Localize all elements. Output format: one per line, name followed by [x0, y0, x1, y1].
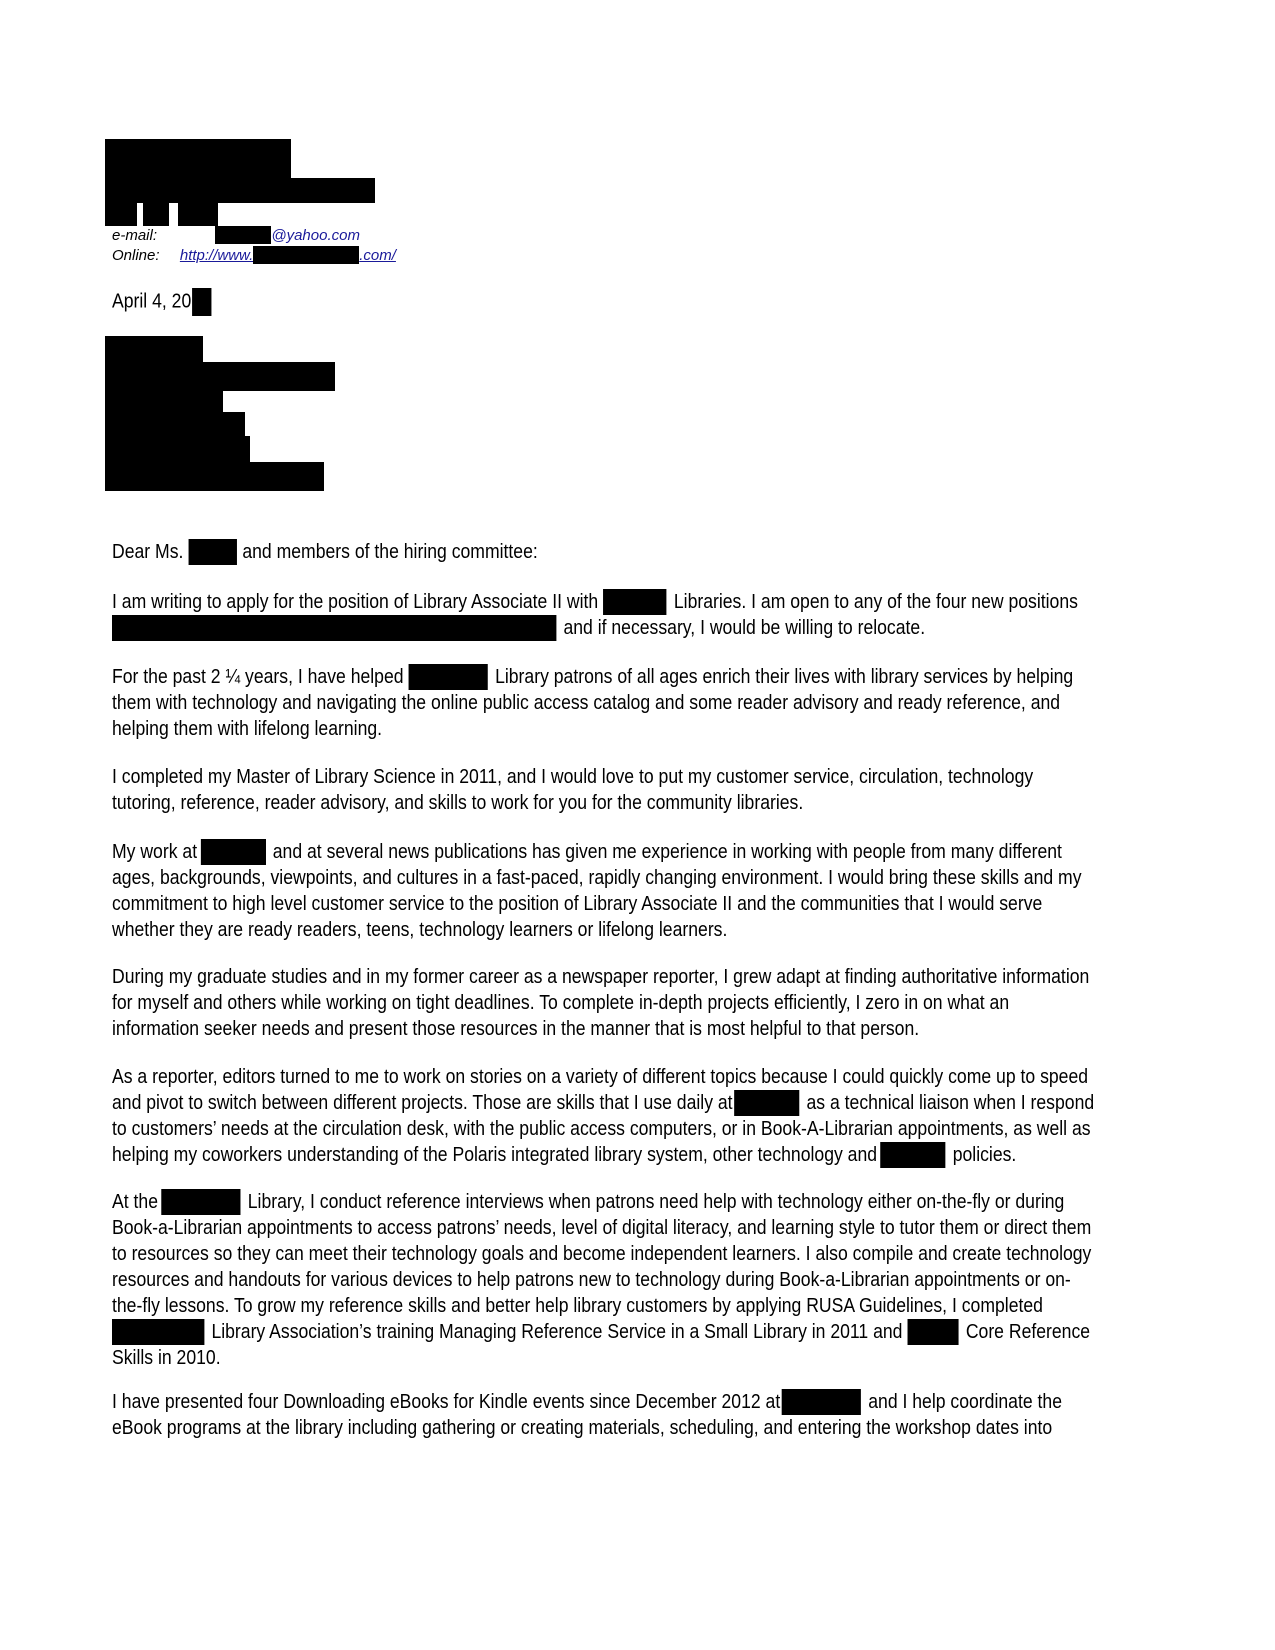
online-label: Online:	[112, 247, 160, 264]
redacted-state-name	[112, 1319, 204, 1345]
redacted-employer-name	[201, 839, 266, 865]
paragraph-6: As a reporter, editors turned to me to work on stories on a variety of different topics because I could quickly come up to speed and pivot to switch between different projects. Those are skills that I use daily at as a technical liaison when I respond to customers’ needs at the circulation desk, with the public access computers, or in Book-A-Librarian appointments, as well as helping my coworkers understanding of the Polaris integrated library system, other technology and policies.	[112, 1066, 1095, 1166]
redacted-recipient-surname	[189, 539, 237, 565]
redacted-library-name	[603, 589, 666, 615]
url-prefix: http://www.	[179, 247, 254, 264]
paragraph-7: At the Library, I conduct reference interviews when patrons need help with technology either on-the-fly or during Book-a-Librarian appointments to access patrons’ needs, level of digital literacy, and learning style to tutor them or direct them to resources so they can meet their technology goals and become independent learners. I also compile and create technology resources and handouts for various devices to help patrons new to technology during Book-a-Librarian appointments or on- the-fly lessons. To grow my reference skills and better help library customers by applying RUSA Guidelines, I completed Library Association’s training Managing Reference Service in a Small Library in 2011 and Core Reference Skills in 2010.	[112, 1191, 1092, 1369]
letter-date: April 4, 20	[112, 288, 211, 316]
redacted-recipient-title	[105, 362, 335, 391]
email-link[interactable]: @yahoo.com	[271, 227, 360, 244]
redacted-recipient-org	[105, 389, 223, 414]
paragraph-1: I am writing to apply for the position of Library Associate II with Libraries. I am open to any of the four new positions and if necessary, I would be willing to relocate.	[112, 591, 1078, 639]
redacted-employer-name	[881, 1142, 946, 1168]
redacted-sender-city-b	[143, 202, 169, 226]
paragraph-8: I have presented four Downloading eBooks for Kindle events since December 2012 at and I help coordinate the eBook programs at the library including gathering or creating materials, scheduling, and entering the workshop dates into	[112, 1391, 1062, 1439]
redacted-employer-name	[734, 1090, 799, 1116]
redacted-sender-city-a	[105, 202, 137, 226]
redacted-url-domain	[253, 246, 359, 264]
redacted-organization-name	[908, 1319, 959, 1345]
paragraph-2: For the past 2 ¼ years, I have helped Library patrons of all ages enrich their lives with library services by helping them with technology and navigating the online public access catalog and some reader advisory and ready reference, and helping them with lifelong learning.	[112, 666, 1074, 740]
redacted-position-locations	[112, 615, 556, 641]
redacted-sender-name	[105, 139, 291, 181]
paragraph-3: I completed my Master of Library Science in 2011, and I would love to put my customer service, circulation, technology tutoring, reference, reader advisory, and skills to work for you for the community libraries.	[112, 766, 1034, 814]
redacted-email-user	[215, 226, 271, 244]
redacted-library-name	[162, 1189, 241, 1215]
redacted-library-name	[409, 664, 488, 690]
redacted-library-name	[782, 1389, 861, 1415]
online-line	[112, 246, 396, 266]
paragraph-4: My work at and at several news publications has given me experience in working with people from many different ages, backgrounds, viewpoints, and cultures in a fast-paced, rapidly changing environment. I would bring these skills and my commitment to high level customer service to the position of Library Associate II and the communities that I would serve whether they are ready readers, teens, technology learners or lifelong learners.	[112, 841, 1082, 941]
url-suffix: .com/	[359, 247, 396, 264]
email-label: e-mail:	[112, 227, 158, 244]
redacted-sender-city-c	[178, 202, 218, 226]
salutation: Dear Ms. and members of the hiring committee:	[112, 541, 538, 563]
redacted-recipient-name	[105, 336, 203, 364]
redacted-sender-street	[105, 178, 375, 203]
email-line	[112, 226, 360, 246]
website-link[interactable]	[180, 247, 396, 264]
paragraph-5: During my graduate studies and in my former career as a newspaper reporter, I grew adapt at finding authoritative information for myself and others while working on tight deadlines. To complete in-depth projects efficiently, I zero in on what an information seeker needs and present those resources in the manner that is most helpful to that person.	[112, 966, 1090, 1040]
redacted-recipient-street	[105, 412, 245, 438]
redacted-recipient-suite	[105, 436, 250, 464]
redacted-recipient-city	[105, 462, 324, 491]
